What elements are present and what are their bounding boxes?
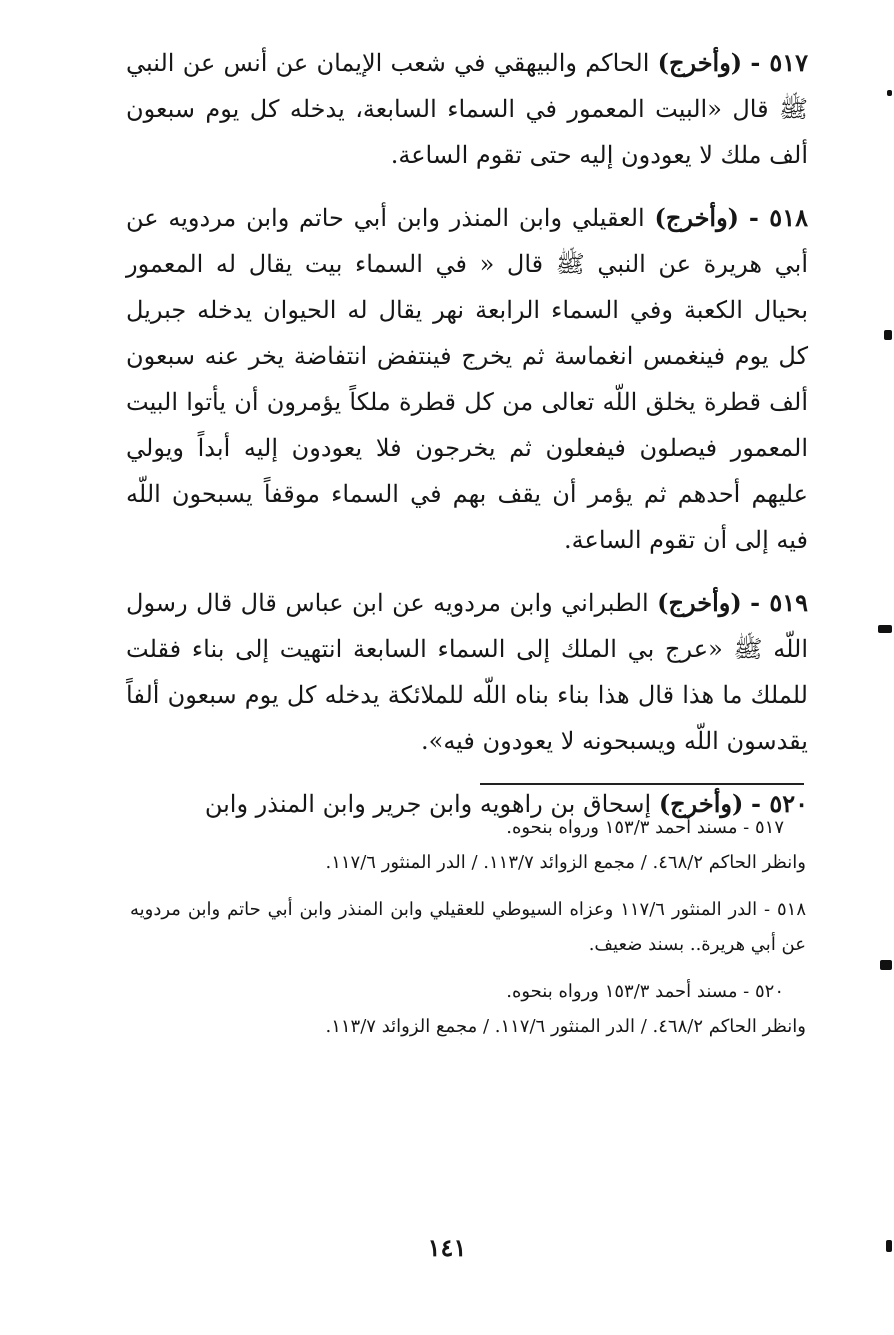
entry-text: الطبراني وابن مردويه عن ابن عباس قال قال رسول اللّه ﷺ «عرج بي الملك إلى السماء السابعة انتهيت إلى بناء فقلت للملك ما هذا قال هذا بناء بناه اللّه للملائكة يدخله كل يوم سبعون ألفاً يقدسون اللّه ويسبحونه لا يعودون فيه».: [126, 589, 808, 755]
entry-lead: (وأخرج): [657, 48, 743, 77]
entry-number: ٥١٩ -: [750, 588, 808, 617]
entry-518: [126, 195, 808, 563]
footnote-520: [130, 974, 806, 1044]
footnote-line: وانظر الحاكم ٤٦٨/٢. / مجمع الزوائد ١١٣/٧. / الدر المنثور ١١٧/٦.: [325, 852, 806, 873]
entry-text: العقيلي وابن المنذر وابن أبي حاتم وابن مردويه عن أبي هريرة عن النبي ﷺ قال « في السماء بيت يقال له المعمور بحيال الكعبة وفي السماء الرابعة نهر يقال له الحيوان يدخله جبريل كل يوم فينغمس انغماسة ثم يخرج فينتفض انتفاضة يخر عنه سبعون ألف قطرة يخلق اللّه تعالى من كل قطرة ملكاً يؤمرون أن يأتوا البيت المعمور فيصلون فيفعلون ثم يخرجون فلا يعودون إليه أبداً ويولي عليهم أحدهم ثم يؤمر أن يقف بهم في السماء موقفاً يسبحون اللّه فيه إلى أن تقوم الساعة.: [126, 204, 808, 554]
footnote-line: ٥١٧ - مسند أحمد ١٥٣/٣ ورواه بنحوه.: [506, 817, 784, 838]
footnote-518: [130, 892, 806, 962]
footnote-517: [130, 810, 806, 880]
scan-mark: [886, 1240, 892, 1252]
entry-519: [126, 580, 808, 764]
entry-lead: (وأخرج): [657, 588, 742, 617]
entry-lead: (وأخرج): [658, 789, 744, 818]
entry-text: إسحاق بن راهويه وابن جرير وابن المنذر وابن: [204, 790, 652, 818]
footnote-line: وانظر الحاكم ٤٦٨/٢. / الدر المنثور ١١٧/٦. / مجمع الزوائد ١١٣/٧.: [325, 1016, 806, 1037]
footnote-line: ٥٢٠ - مسند أحمد ١٥٣/٣ ورواه بنحوه.: [506, 981, 784, 1002]
footnotes: [130, 810, 806, 1056]
entry-text: الحاكم والبيهقي في شعب الإيمان عن أنس عن النبي ﷺ قال «البيت المعمور في السماء السابعة، يدخله كل يوم سبعون ألف ملك لا يعودون إليه حتى تقوم الساعة.: [126, 49, 808, 169]
scan-mark: [878, 625, 892, 633]
page-number: ١٤١: [427, 1233, 467, 1262]
entry-517: [126, 40, 808, 178]
footnote-line: ٥١٨ - الدر المنثور ١١٧/٦ وعزاه السيوطي للعقيلي وابن المنذر وابن أبي حاتم وابن مردويه عن أبي هريرة.. بسند ضعيف.: [130, 899, 806, 955]
scan-mark: [884, 330, 892, 340]
entry-lead: (وأخرج): [654, 203, 740, 232]
main-text: [126, 40, 808, 844]
entry-number: ٥٢٠ -: [751, 789, 808, 818]
footnote-separator: [480, 783, 804, 785]
entry-number: ٥١٨ -: [748, 203, 808, 232]
scan-mark: [880, 960, 892, 970]
scan-mark: [887, 90, 892, 96]
entry-number: ٥١٧ -: [750, 48, 808, 77]
